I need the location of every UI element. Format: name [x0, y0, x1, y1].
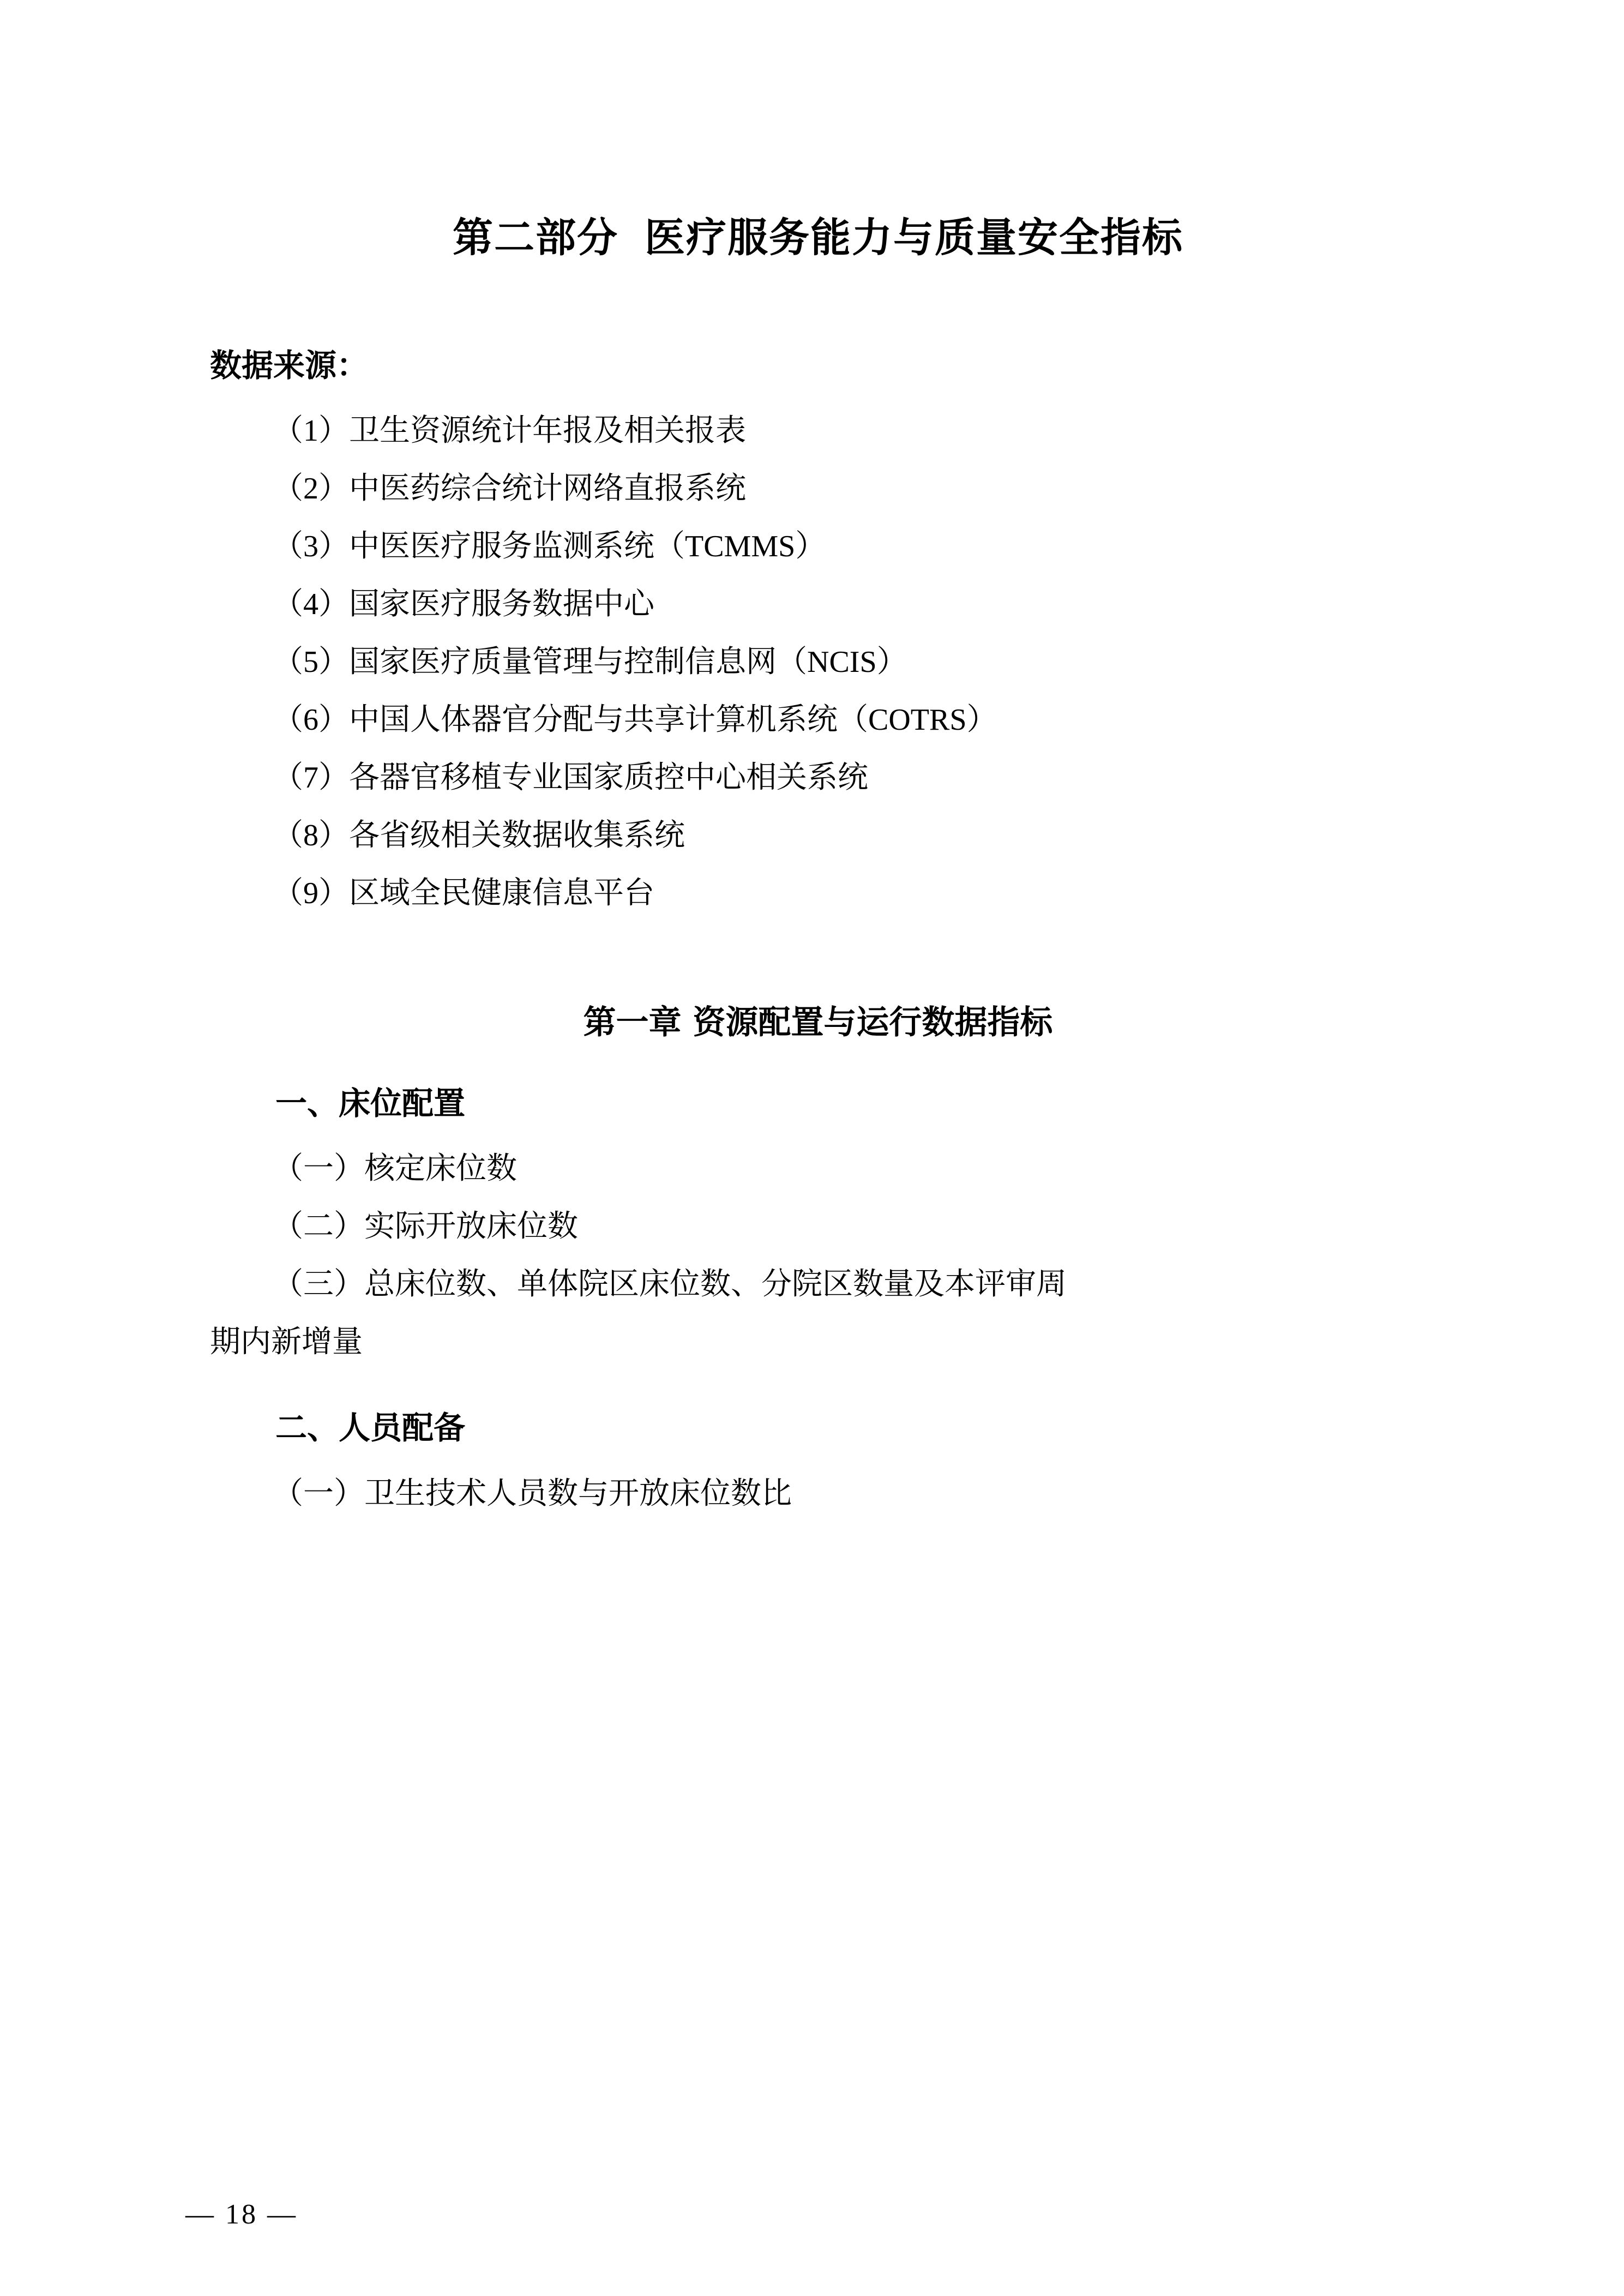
page-title-part: 第二部分	[453, 214, 618, 261]
data-source-item-6: （6）中国人体器官分配与共享计算机系统（COTRS）	[273, 702, 997, 737]
section-2-item-1: （一）卫生技术人员数与开放床位数比	[273, 1476, 792, 1511]
data-source-label: 数据来源：	[210, 346, 369, 384]
data-source-item-3: （3）中医医疗服务监测系统（TCMMS）	[273, 529, 826, 563]
section-1-item-2: （二）实际开放床位数	[273, 1210, 578, 1244]
data-source-item-2: （2）中医药综合统计网络直报系统	[273, 471, 746, 506]
chapter-title: 第一章 资源配置与运行数据指标	[583, 1003, 1053, 1042]
data-source-item-5: （5）国家医疗质量管理与控制信息网（NCIS）	[273, 645, 907, 679]
page-number: — 18 —	[185, 2199, 298, 2230]
page-title-suffix: 医疗服务能力与质量安全指标	[645, 214, 1183, 261]
data-source-item-9: （9）区域全民健康信息平台	[273, 876, 654, 910]
section-1-item-3-continued: 期内新增量	[210, 1325, 363, 1360]
data-source-item-7: （7）各器官移植专业国家质控中心相关系统	[273, 760, 868, 795]
page-content	[210, 0, 1426, 1520]
data-source-item-8: （8）各省级相关数据收集系统	[273, 818, 685, 852]
page-title	[210, 0, 1426, 263]
section-1-item-1: （一）核定床位数	[273, 1152, 517, 1186]
section-1-item-3: （三）总床位数、单体院区床位数、分院区数量及本评审周	[273, 1267, 1067, 1302]
section-heading-staffing: 二、人员配备	[275, 1409, 466, 1447]
section-heading-bed-allocation: 一、床位配置	[275, 1084, 466, 1122]
data-source-item-4: （4）国家医疗服务数据中心	[273, 587, 654, 621]
data-source-item-1: （1）卫生资源统计年报及相关报表	[273, 413, 746, 448]
